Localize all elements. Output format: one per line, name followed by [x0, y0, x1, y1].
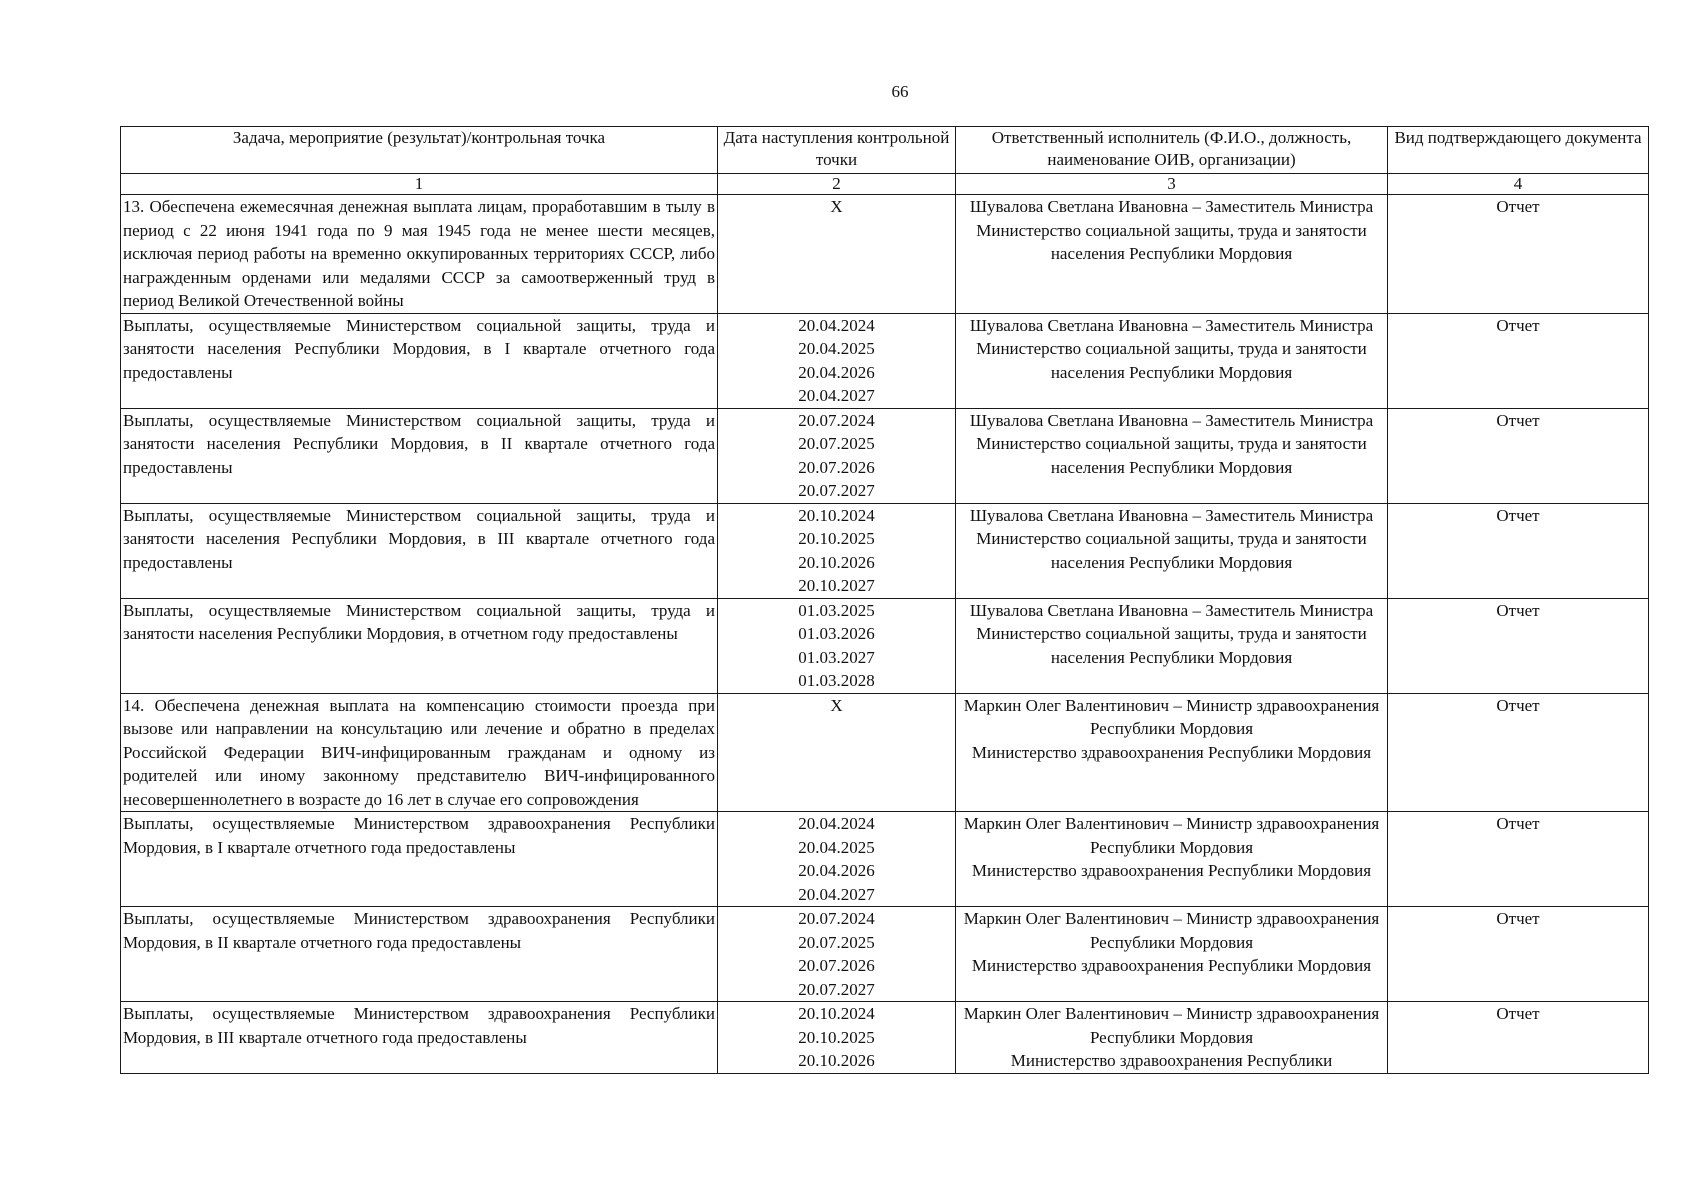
responsible-cell: [956, 408, 1388, 503]
control-date: 01.03.2027: [798, 647, 875, 667]
task-cell: Выплаты, осуществляемые Министерством социальной защиты, труда и занятости населения Республики Мордовия, в отчетном году предоставлены: [121, 598, 718, 693]
document-type-cell: Отчет: [1388, 195, 1649, 314]
date-cell: [718, 408, 956, 503]
column-number: 3: [956, 174, 1388, 195]
control-date: 20.07.2027: [798, 979, 875, 999]
page-number: 66: [891, 82, 909, 101]
responsible-organization: Министерство социальной защиты, труда и занятости населения Республики Мордовия: [976, 339, 1367, 382]
date-cell: [718, 195, 956, 314]
control-date: 20.10.2024: [798, 505, 875, 525]
responsible-organization: Министерство здравоохранения Республики Мордовия: [971, 956, 1372, 975]
responsible-person: Шувалова Светлана Ивановна – Заместитель Министра: [969, 505, 1374, 525]
control-date: 20.04.2025: [798, 339, 875, 358]
responsible-person: Шувалова Светлана Ивановна – Заместитель Министра: [969, 197, 1374, 216]
task-cell: Выплаты, осуществляемые Министерством здравоохранения Республики Мордовия, в II квартале отчетного года предоставлены: [121, 907, 718, 1002]
responsible-person: Маркин Олег Валентинович – Министр здравоохранения Республики Мордовия: [963, 909, 1380, 952]
control-date: 20.04.2026: [798, 861, 875, 880]
date-cell: [718, 1002, 956, 1074]
control-date: 20.04.2024: [798, 315, 875, 335]
column-number: 1: [121, 174, 718, 195]
table-row: [121, 907, 1649, 1002]
document-type-cell: Отчет: [1388, 812, 1649, 907]
document-type-cell: Отчет: [1388, 907, 1649, 1002]
control-date: 20.07.2025: [798, 434, 875, 453]
table-row: [121, 1002, 1649, 1074]
header-responsible: Ответственный исполнитель (Ф.И.О., должность, наименование ОИВ, организации): [956, 127, 1388, 174]
date-cell: [718, 812, 956, 907]
responsible-organization: Министерство социальной защиты, труда и занятости населения Республики Мордовия: [976, 220, 1367, 263]
control-date: 20.10.2026: [798, 1051, 875, 1070]
responsible-organization: Министерство социальной защиты, труда и занятости населения Республики Мордовия: [976, 624, 1367, 667]
responsible-organization: Министерство здравоохранения Республики Мордовия: [971, 861, 1372, 880]
control-date: 20.04.2027: [798, 386, 875, 405]
task-cell: Выплаты, осуществляемые Министерством здравоохранения Республики Мордовия, в I квартале отчетного года предоставлены: [121, 812, 718, 907]
responsible-person: Шувалова Светлана Ивановна – Заместитель Министра: [969, 315, 1374, 335]
responsible-organization: Министерство социальной защиты, труда и занятости населения Республики Мордовия: [976, 434, 1367, 477]
responsible-person: Шувалова Светлана Ивановна – Заместитель Министра: [969, 410, 1374, 430]
date-cell: [718, 907, 956, 1002]
header-task: Задача, мероприятие (результат)/контрольная точка: [121, 127, 718, 174]
responsible-cell: [956, 907, 1388, 1002]
task-cell: 14. Обеспечена денежная выплата на компенсацию стоимости проезда при вызове или направлении на консультацию или лечение и обратно в пределах Российской Федерации ВИЧ-инфицированным гражданам и одному из родителей или иному законному представителю ВИЧ-инфицированного несовершеннолетнего в возрасте до 16 лет в случае его сопровождения: [121, 693, 718, 812]
document-type-cell: Отчет: [1388, 503, 1649, 598]
date-cell: [718, 598, 956, 693]
responsible-cell: [956, 503, 1388, 598]
control-date: X: [830, 695, 843, 715]
responsible-cell: [956, 598, 1388, 693]
control-date: 20.04.2027: [798, 884, 875, 904]
date-cell: [718, 313, 956, 408]
date-cell: [718, 503, 956, 598]
control-date: 20.07.2024: [798, 909, 875, 928]
responsible-cell: [956, 812, 1388, 907]
responsible-organization: Министерство здравоохранения Республики Мордовия: [971, 742, 1372, 762]
control-date: 20.10.2027: [798, 576, 875, 595]
header-date: Дата наступления контрольной точки: [718, 127, 956, 174]
control-date: 20.04.2024: [798, 814, 875, 833]
table-row: [121, 408, 1649, 503]
responsible-person: Маркин Олег Валентинович – Министр здравоохранения Республики Мордовия: [963, 695, 1380, 738]
responsible-person: Шувалова Светлана Ивановна – Заместитель Министра: [969, 600, 1374, 620]
table-row: [121, 313, 1649, 408]
table-body: [121, 195, 1649, 1074]
document-type-cell: Отчет: [1388, 408, 1649, 503]
control-points-table: [120, 126, 1649, 1074]
responsible-cell: [956, 693, 1388, 812]
control-date: 01.03.2025: [798, 600, 875, 620]
responsible-cell: [956, 1002, 1388, 1074]
control-date: 20.04.2025: [798, 837, 875, 857]
table-row: [121, 598, 1649, 693]
table-header-row: [121, 127, 1649, 174]
control-date: 20.07.2027: [798, 481, 875, 500]
table-row: [121, 693, 1649, 812]
responsible-organization: Министерство здравоохранения Республики: [1010, 1051, 1333, 1070]
control-date: 01.03.2026: [798, 624, 875, 643]
responsible-cell: [956, 313, 1388, 408]
control-date: 20.10.2025: [798, 1027, 875, 1047]
control-date: 20.07.2025: [798, 932, 875, 952]
document-type-cell: Отчет: [1388, 313, 1649, 408]
control-date: 20.07.2024: [798, 410, 875, 430]
responsible-person: Маркин Олег Валентинович – Министр здравоохранения Республики Мордовия: [963, 1004, 1380, 1047]
table-row: [121, 812, 1649, 907]
control-date: 20.10.2026: [798, 552, 875, 572]
task-cell: Выплаты, осуществляемые Министерством социальной защиты, труда и занятости населения Республики Мордовия, в III квартале отчетного года предоставлены: [121, 503, 718, 598]
responsible-cell: [956, 195, 1388, 314]
document-type-cell: Отчет: [1388, 1002, 1649, 1074]
document-type-cell: Отчет: [1388, 598, 1649, 693]
control-date: 20.07.2026: [798, 956, 875, 975]
control-date: 20.07.2026: [798, 457, 875, 477]
task-cell: Выплаты, осуществляемые Министерством социальной защиты, труда и занятости населения Республики Мордовия, в II квартале отчетного года предоставлены: [121, 408, 718, 503]
table-row: [121, 503, 1649, 598]
responsible-person: Маркин Олег Валентинович – Министр здравоохранения Республики Мордовия: [963, 814, 1380, 857]
control-date: 20.10.2025: [798, 529, 875, 548]
task-cell: Выплаты, осуществляемые Министерством здравоохранения Республики Мордовия, в III квартале отчетного года предоставлены: [121, 1002, 718, 1074]
header-document: Вид подтверждающего документа: [1388, 127, 1649, 174]
column-number: 2: [718, 174, 956, 195]
document-type-cell: Отчет: [1388, 693, 1649, 812]
control-date: 20.10.2024: [798, 1004, 875, 1023]
responsible-organization: Министерство социальной защиты, труда и занятости населения Республики Мордовия: [976, 529, 1367, 572]
control-date: X: [830, 197, 843, 216]
task-cell: Выплаты, осуществляемые Министерством социальной защиты, труда и занятости населения Республики Мордовия, в I квартале отчетного года предоставлены: [121, 313, 718, 408]
table-row: [121, 195, 1649, 314]
control-date: 20.04.2026: [798, 362, 875, 382]
column-number-row: [121, 174, 1649, 195]
date-cell: [718, 693, 956, 812]
task-cell: 13. Обеспечена ежемесячная денежная выплата лицам, проработавшим в тылу в период с 22 июня 1941 года по 9 мая 1945 года не менее шести месяцев, исключая период работы на временно оккупированных территориях СССР, либо награжденным орденами или медалями СССР за самоотверженный труд в период Великой Отечественной войны: [121, 195, 718, 314]
control-date: 01.03.2028: [798, 671, 875, 690]
column-number: 4: [1388, 174, 1649, 195]
